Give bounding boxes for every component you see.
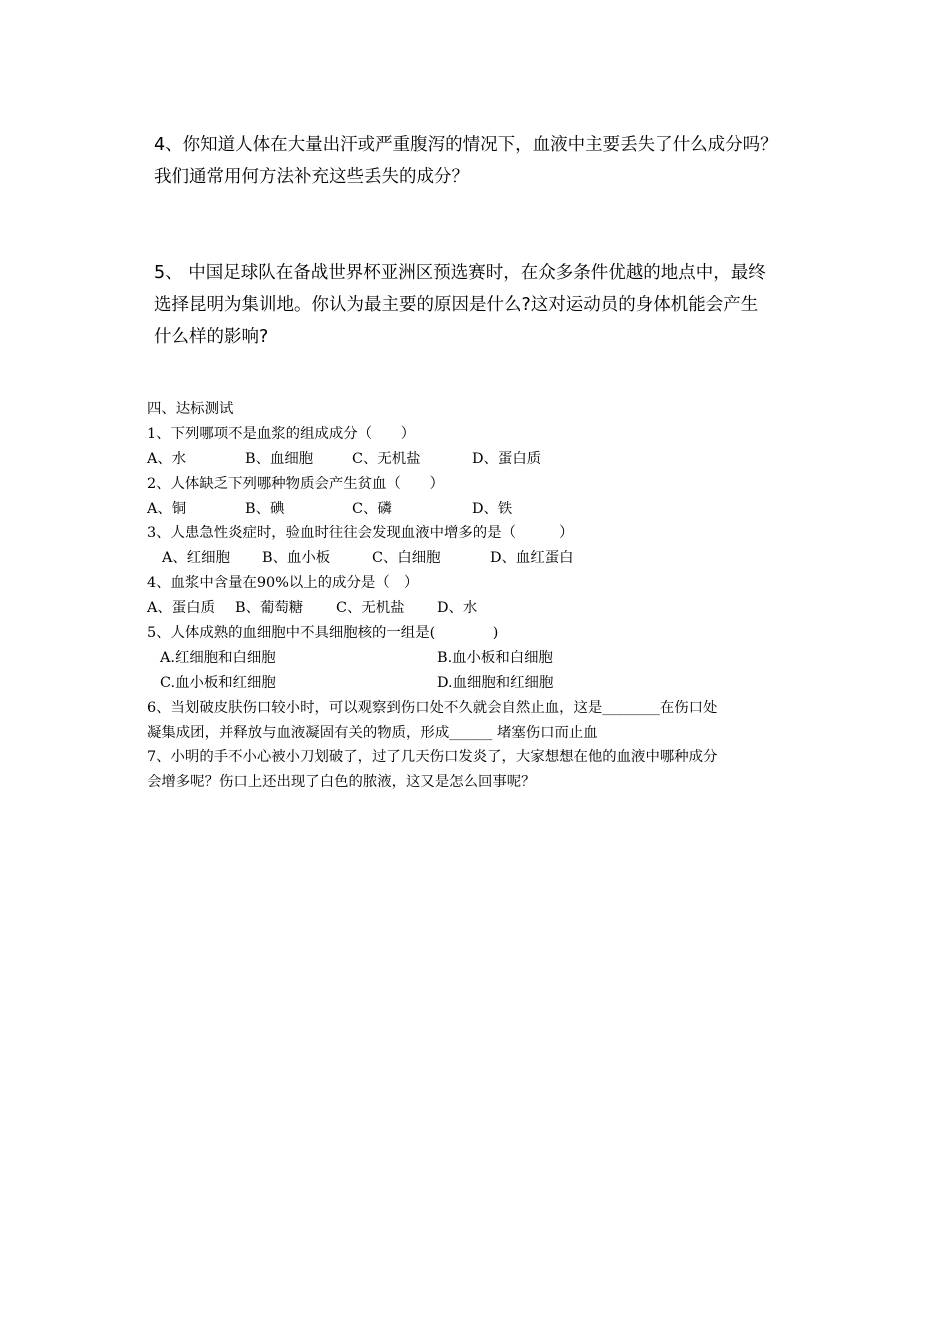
test-1-option-b: B、血细胞	[245, 451, 314, 467]
question-5-line-3: 什么样的影响?	[154, 327, 269, 347]
question-4-line-1: 4、你知道人体在大量出汗或严重腹泻的情况下，血液中主要丢失了什么成分吗？	[154, 135, 778, 155]
test-5-question: 5、人体成熟的血细胞中不具细胞核的一组是( )	[147, 625, 499, 641]
test-heading: 四、达标测试	[147, 401, 234, 417]
test-7-line-1: 7、小明的手不小心被小刀划破了，过了几天伤口发炎了，大家想想在他的血液中哪种成分	[147, 749, 718, 765]
test-2-option-c: C、磷	[352, 501, 392, 517]
test-5-option-a: A.红细胞和白细胞	[160, 650, 276, 666]
test-4-question: 4、血浆中含量在90%以上的成分是（ ）	[147, 575, 419, 591]
test-5-option-b: B.血小板和白细胞	[437, 650, 553, 666]
test-2-option-b: B、碘	[245, 501, 285, 517]
test-3-option-c: C、白细胞	[372, 550, 441, 566]
test-1-option-c: C、无机盐	[352, 451, 421, 467]
test-3-option-d: D、血红蛋白	[490, 550, 574, 566]
test-1-option-d: D、蛋白质	[472, 451, 542, 467]
question-5-line-2: 选择昆明为集训地。你认为最主要的原因是什么?这对运动员的身体机能会产生	[154, 295, 759, 315]
test-5-option-d: D.血细胞和红细胞	[437, 675, 554, 691]
test-6-line-1: 6、当划破皮肤伤口较小时，可以观察到伤口处不久就会自然止血，这是________在伤口处	[147, 700, 718, 716]
test-4-option-d: D、水	[437, 600, 478, 616]
question-5-line-1: 5、 中国足球队在备战世界杯亚洲区预选赛时，在众多条件优越的地点中，最终	[154, 263, 766, 283]
test-3-option-a: A、红细胞	[162, 550, 230, 566]
test-1-question: 1、下列哪项不是血浆的组成成分（ ）	[147, 426, 416, 442]
test-7-line-2: 会增多呢？伤口上还出现了白色的脓液，这又是怎么回事呢？	[147, 774, 536, 790]
test-3-question: 3、人患急性炎症时，验血时往往会发现血液中增多的是（ ）	[147, 525, 574, 541]
test-4-option-b: B、葡萄糖	[235, 600, 304, 616]
test-2-question: 2、人体缺乏下列哪种物质会产生贫血（ ）	[147, 476, 444, 492]
test-2-option-d: D、铁	[472, 501, 513, 517]
test-5-option-c: C.血小板和红细胞	[160, 675, 276, 691]
test-4-option-c: C、无机盐	[336, 600, 405, 616]
test-2-option-a: A、铜	[147, 501, 187, 517]
question-4-line-2: 我们通常用何方法补充这些丢失的成分？	[154, 167, 469, 187]
test-4-option-a: A、蛋白质	[147, 600, 215, 616]
test-6-line-2: 凝集成团，并释放与血液凝固有关的物质，形成______ 堵塞伤口而止血	[147, 725, 598, 741]
test-1-option-a: A、水	[147, 451, 187, 467]
test-3-option-b: B、血小板	[262, 550, 331, 566]
